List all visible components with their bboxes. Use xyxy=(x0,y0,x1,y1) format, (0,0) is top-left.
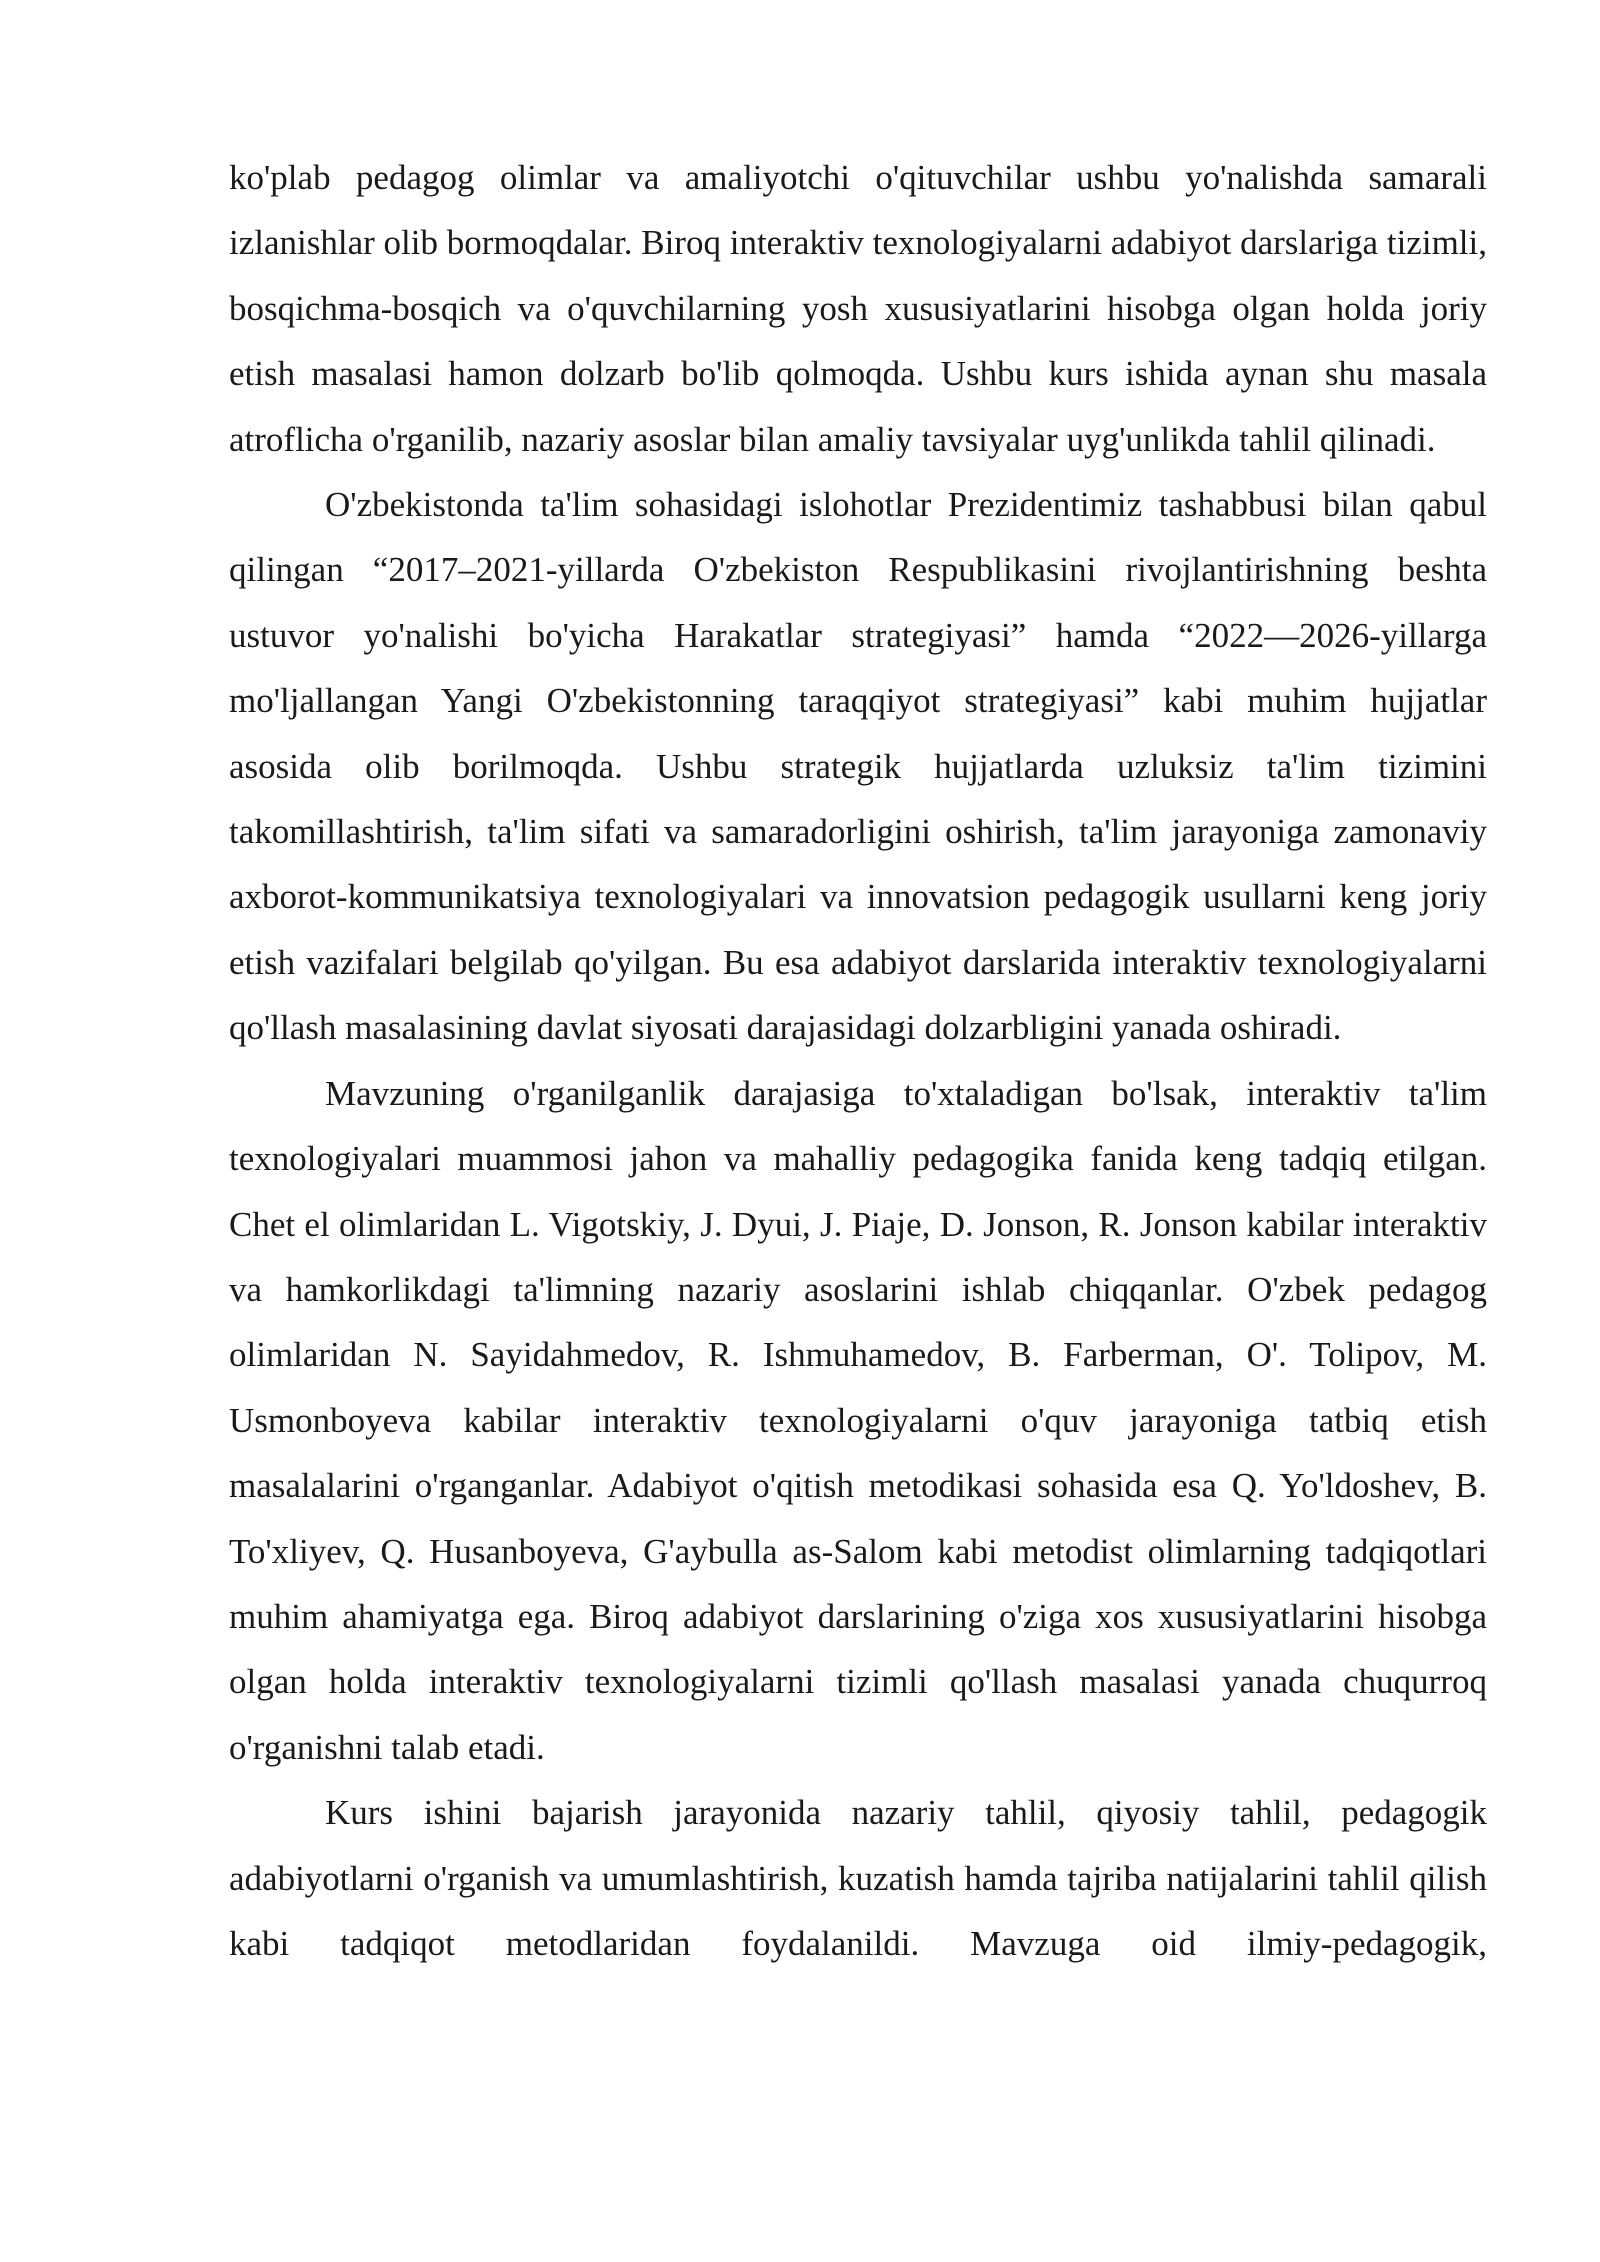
paragraph-reforms: O'zbekistonda ta'lim sohasidagi islohotlar Prezidentimiz tashabbusi bilan qabul qilingan “2017–2021-yillarda O'zbekiston Respublikasini rivojlantirishning beshta ustuvor yo'nalishi bo'yicha Harakatlar strategiyasi” hamda “2022—2026-yillarga mo'ljallangan Yangi O'zbekistonning taraqqiyot strategiyasi” kabi muhim hujjatlar asosida olib borilmoqda. Ushbu strategik hujjatlarda uzluksiz ta'lim tizimini takomillashtirish, ta'lim sifati va samaradorligini oshirish, ta'lim jarayoniga zamonaviy axborot-kommunikatsiya texnologiyalari va innovatsion pedagogik usullarni keng joriy etish vazifalari belgilab qo'yilgan. Bu esa adabiyot darslarida interaktiv texnologiyalarni qo'llash masalasining davlat siyosati darajasidagi dolzarbligini yanada oshiradi. xyxy=(229,485,1487,1048)
paragraph-continuation: ko'plab pedagog olimlar va amaliyotchi o'qituvchilar ushbu yo'nalishda samarali izlanishlar olib bormoqdalar. Biroq interaktiv texnologiyalarni adabiyot darslariga tizimli, bosqichma-bosqich va o'quvchilarning yosh xususiyatlarini hisobga olgan holda joriy etish masalasi hamon dolzarb bo'lib qolmoqda. Ushbu kurs ishida aynan shu masala atroflicha o'rganilib, nazariy asoslar bilan amaliy tavsiyalar uyg'unlikda tahlil qilinadi. xyxy=(229,158,1487,459)
paragraph-literature-review: Mavzuning o'rganilganlik darajasiga to'xtaladigan bo'lsak, interaktiv ta'lim texnologiyalari muammosi jahon va mahalliy pedagogika fanida keng tadqiq etilgan. Chet el olimlaridan L. Vigotskiy, J. Dyui, J. Piaje, D. Jonson, R. Jonson kabilar interaktiv va hamkorlikdagi ta'limning nazariy asoslarini ishlab chiqqanlar. O'zbek pedagog olimlaridan N. Sayidahmedov, R. Ishmuhamedov, B. Farberman, O'. Tolipov, M. Usmonboyeva kabilar interaktiv texnologiyalarni o'quv jarayoniga tatbiq etish masalalarini o'rganganlar. Adabiyot o'qitish metodikasi sohasida esa Q. Yo'ldoshev, B. To'xliyev, Q. Husanboyeva, G'aybulla as-Salom kabi metodist olimlarning tadqiqotlari muhim ahamiyatga ega. Biroq adabiyot darslarining o'ziga xos xususiyatlarini hisobga olgan holda interaktiv texnologiyalarni tizimli qo'llash masalasi yanada chuqurroq o'rganishni talab etadi. xyxy=(229,1073,1487,1767)
document-body xyxy=(229,145,1487,1976)
paragraph-methods: Kurs ishini bajarish jarayonida nazariy tahlil, qiyosiy tahlil, pedagogik adabiyotlarni o'rganish va umumlashtirish, kuzatish hamda tajriba natijalarini tahlil qilish kabi tadqiqot metodlaridan foydalanildi. Mavzuga oid ilmiy-pedagogik, xyxy=(229,1793,1487,1963)
